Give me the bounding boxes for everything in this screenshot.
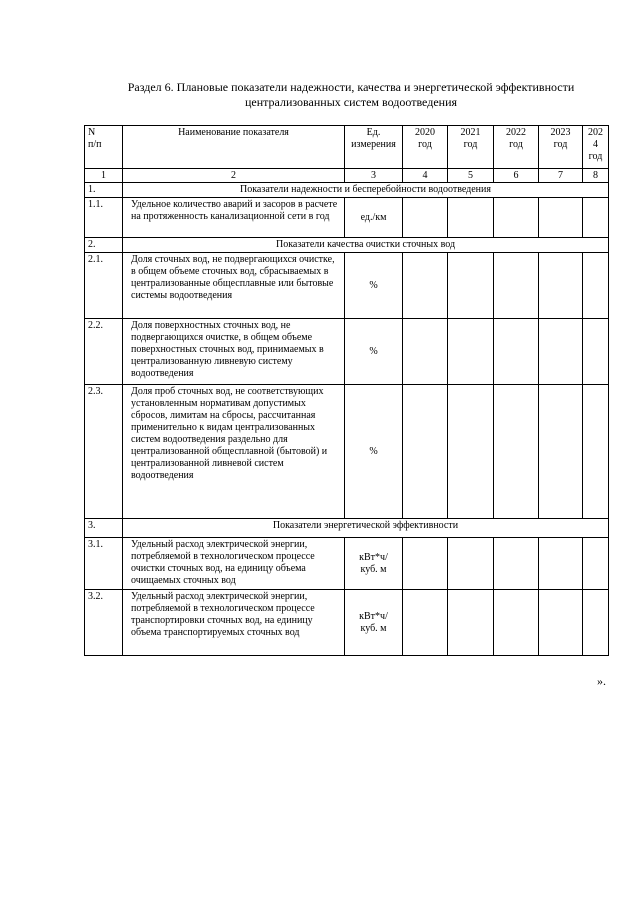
value-cell <box>539 319 583 385</box>
indicator-unit: кВт*ч/ куб. м <box>345 590 403 656</box>
value-cell <box>494 253 539 319</box>
header-2024: 202 4 год <box>583 126 609 169</box>
indicator-unit: % <box>345 253 403 319</box>
header-unit: Ед. измерения <box>345 126 403 169</box>
value-cell <box>403 253 448 319</box>
value-cell <box>494 590 539 656</box>
value-cell <box>583 198 609 238</box>
header-num: N п/п <box>85 126 123 169</box>
value-cell <box>539 253 583 319</box>
col-number: 1 <box>85 169 123 183</box>
section-row <box>85 519 609 538</box>
section-heading: Показатели качества очистки сточных вод <box>123 238 609 253</box>
section-title <box>84 80 618 110</box>
indicator-row <box>85 538 609 590</box>
indicator-row <box>85 319 609 385</box>
indicator-name: Доля проб сточных вод, не соответствующих установленным нормативам допустимых сбросов, лимитам на сбросы, рассчитанная применительно к видам централизованных систем водоотведения раздельно для централизованной общесплавной (бытовой) и централизованной ливневой систем водоотведения <box>123 385 345 519</box>
indicators-table <box>84 125 609 656</box>
value-cell <box>448 590 494 656</box>
section-row <box>85 183 609 198</box>
indicator-num: 3.2. <box>85 590 123 656</box>
header-2022: 2022 год <box>494 126 539 169</box>
col-number: 5 <box>448 169 494 183</box>
value-cell <box>494 198 539 238</box>
value-cell <box>539 198 583 238</box>
header-2023: 2023 год <box>539 126 583 169</box>
section-title-line-1: Раздел 6. Плановые показатели надежности, качества и энергетической эффективности <box>127 80 575 94</box>
value-cell <box>494 319 539 385</box>
value-cell <box>494 385 539 519</box>
indicator-num: 1.1. <box>85 198 123 238</box>
section-heading: Показатели энергетической эффективности <box>123 519 609 538</box>
column-numbers-row <box>85 169 609 183</box>
section-num: 3. <box>85 519 123 538</box>
value-cell <box>403 198 448 238</box>
value-cell <box>583 590 609 656</box>
value-cell <box>583 385 609 519</box>
value-cell <box>403 538 448 590</box>
section-row <box>85 238 609 253</box>
value-cell <box>583 538 609 590</box>
header-2021: 2021 год <box>448 126 494 169</box>
indicator-unit: ед./км <box>345 198 403 238</box>
value-cell <box>403 319 448 385</box>
indicator-unit: % <box>345 385 403 519</box>
header-row <box>85 126 609 169</box>
value-cell <box>403 590 448 656</box>
value-cell <box>539 590 583 656</box>
indicator-num: 2.2. <box>85 319 123 385</box>
col-number: 7 <box>539 169 583 183</box>
section-heading: Показатели надежности и бесперебойности водоотведения <box>123 183 609 198</box>
value-cell <box>539 538 583 590</box>
col-number: 6 <box>494 169 539 183</box>
indicator-name: Доля поверхностных сточных вод, не подвергающихся очистке, в общем объеме поверхностных сточных вод, принимаемых в централизованную ливневую систему водоотведения <box>123 319 345 385</box>
indicator-num: 3.1. <box>85 538 123 590</box>
section-num: 1. <box>85 183 123 198</box>
value-cell <box>539 385 583 519</box>
indicator-row <box>85 385 609 519</box>
value-cell <box>448 385 494 519</box>
col-number: 3 <box>345 169 403 183</box>
indicator-row <box>85 253 609 319</box>
value-cell <box>448 253 494 319</box>
col-number: 8 <box>583 169 609 183</box>
indicator-name: Доля сточных вод, не подвергающихся очистке, в общем объеме сточных вод, сбрасываемых в централизованные общесплавные или бытовые системы водоотведения <box>123 253 345 319</box>
indicator-name: Удельный расход электрической энергии, потребляемой в технологическом процессе очистки сточных вод, на единицу объема очищаемых сточных вод <box>123 538 345 590</box>
indicator-row <box>85 590 609 656</box>
value-cell <box>448 198 494 238</box>
header-name: Наименование показателя <box>123 126 345 169</box>
value-cell <box>494 538 539 590</box>
section-title-line-2: централизованных систем водоотведения <box>244 95 458 109</box>
section-num: 2. <box>85 238 123 253</box>
value-cell <box>403 385 448 519</box>
indicator-unit: % <box>345 319 403 385</box>
value-cell <box>583 253 609 319</box>
value-cell <box>448 319 494 385</box>
indicator-num: 2.3. <box>85 385 123 519</box>
value-cell <box>583 319 609 385</box>
col-number: 2 <box>123 169 345 183</box>
indicator-name: Удельное количество аварий и засоров в расчете на протяженность канализационной сети в год <box>123 198 345 238</box>
header-2020: 2020 год <box>403 126 448 169</box>
col-number: 4 <box>403 169 448 183</box>
indicator-row <box>85 198 609 238</box>
closing-mark: ». <box>597 674 606 688</box>
value-cell <box>448 538 494 590</box>
indicator-num: 2.1. <box>85 253 123 319</box>
indicator-name: Удельный расход электрической энергии, потребляемой в технологическом процессе транспортировки сточных вод, на единицу объема транспортируемых сточных вод <box>123 590 345 656</box>
indicator-unit: кВт*ч/ куб. м <box>345 538 403 590</box>
